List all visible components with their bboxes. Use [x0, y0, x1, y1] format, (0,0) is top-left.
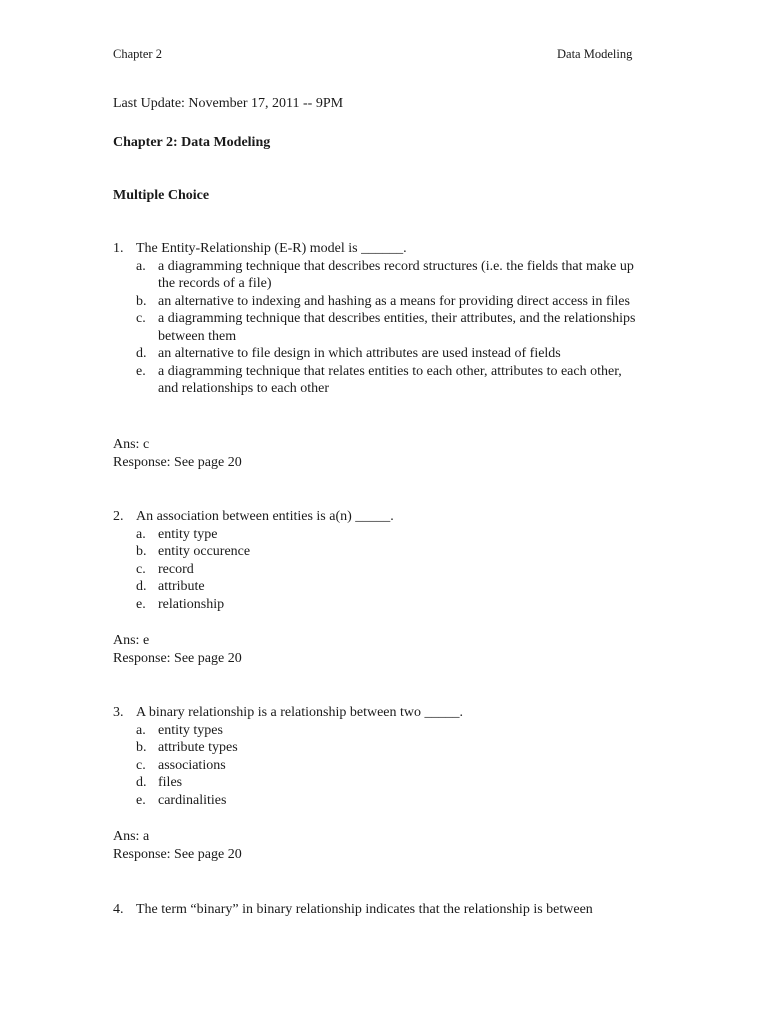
option-text: a diagramming technique that describes entities, their attributes, and the relationships between them	[158, 311, 636, 344]
option-letter: e.	[136, 363, 146, 379]
option-d	[113, 774, 643, 792]
question-number: 1.	[113, 241, 124, 256]
option-letter: e.	[136, 792, 146, 808]
option-c	[113, 561, 643, 579]
question-text: The term “binary” in binary relationship indicates that the relationship is between	[136, 902, 593, 917]
option-text: an alternative to indexing and hashing as a means for providing direct access in files	[158, 293, 630, 309]
option-text: entity occurence	[158, 544, 251, 559]
section-title: Multiple Choice	[113, 188, 210, 203]
question-number: 4.	[113, 902, 124, 917]
question-1	[113, 240, 653, 398]
option-text: a diagramming technique that describes record structures (i.e. the fields that make up the records of a file)	[158, 258, 634, 291]
question-text: The Entity-Relationship (E-R) model is ______.	[136, 241, 407, 256]
option-letter: d.	[136, 775, 147, 790]
header-topic: Data Modeling	[557, 47, 633, 61]
question-number: 2.	[113, 509, 124, 524]
answer-3: Ans: a	[113, 829, 150, 844]
header-chapter: Chapter 2	[113, 47, 162, 61]
question-stem	[113, 240, 653, 258]
option-b	[113, 543, 643, 561]
option-letter: a.	[136, 722, 146, 738]
option-letter: b.	[136, 544, 147, 559]
option-text: files	[158, 775, 183, 790]
option-letter: d.	[136, 579, 147, 594]
question-4	[113, 901, 653, 919]
option-b	[113, 293, 643, 311]
option-c	[113, 757, 643, 775]
option-d	[113, 345, 643, 363]
option-a	[113, 258, 643, 293]
option-e	[113, 596, 643, 614]
last-update: Last Update: November 17, 2011 -- 9PM	[113, 96, 344, 111]
option-letter: c.	[136, 311, 146, 326]
chapter-title: Chapter 2: Data Modeling	[113, 135, 271, 150]
option-letter: b.	[136, 740, 147, 755]
question-2	[113, 508, 653, 613]
option-list	[113, 526, 653, 614]
option-text: relationship	[158, 596, 225, 612]
option-d	[113, 578, 643, 596]
question-stem	[113, 901, 653, 919]
option-text: record	[158, 561, 194, 577]
option-c	[113, 310, 643, 345]
option-letter: c.	[136, 757, 146, 773]
option-a	[113, 722, 643, 740]
question-stem	[113, 704, 653, 722]
option-letter: a.	[136, 526, 146, 542]
answer-1: Ans: c	[113, 437, 150, 452]
option-list	[113, 722, 653, 810]
option-letter: b.	[136, 293, 147, 309]
option-b	[113, 739, 643, 757]
option-e	[113, 363, 643, 398]
question-text: An association between entities is a(n) _____.	[136, 509, 394, 524]
option-text: a diagramming technique that relates entities to each other, attributes to each other, and relationships to each other	[158, 363, 622, 396]
answer-2: Ans: e	[113, 633, 150, 648]
response-3: Response: See page 20	[113, 847, 242, 862]
question-3	[113, 704, 653, 809]
option-text: entity type	[158, 526, 218, 542]
option-letter: c.	[136, 561, 146, 577]
option-a	[113, 526, 643, 544]
option-text: entity types	[158, 722, 223, 738]
option-letter: d.	[136, 346, 147, 361]
response-2: Response: See page 20	[113, 651, 242, 666]
option-text: attribute	[158, 579, 205, 594]
option-e	[113, 792, 643, 810]
option-letter: a.	[136, 258, 146, 274]
option-text: attribute types	[158, 740, 238, 755]
option-text: associations	[158, 757, 226, 773]
question-text: A binary relationship is a relationship between two _____.	[136, 705, 463, 720]
question-stem	[113, 508, 653, 526]
option-letter: e.	[136, 596, 146, 612]
question-number: 3.	[113, 705, 124, 720]
option-text: cardinalities	[158, 792, 227, 808]
option-text: an alternative to file design in which attributes are used instead of fields	[158, 346, 561, 361]
option-list	[113, 258, 653, 398]
response-1: Response: See page 20	[113, 455, 242, 470]
